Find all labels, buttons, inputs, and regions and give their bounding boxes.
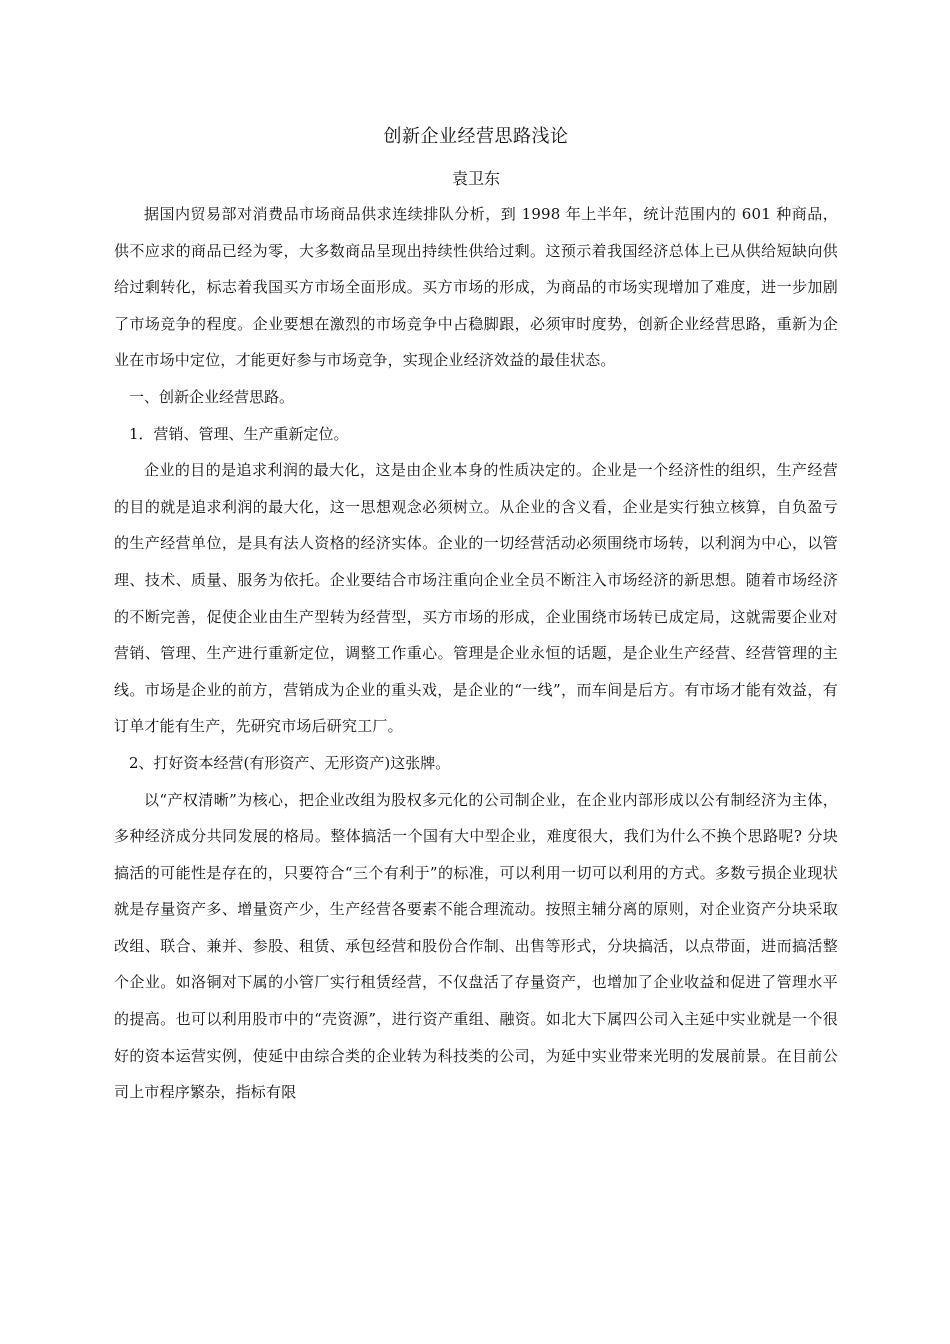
document-author: 袁卫东 — [451, 169, 500, 188]
body-paragraph: 以“产权清晰”为核心，把企业改组为股权多元化的公司制企业，在企业内部形成以公有制经济为主体，多种经济成分共同发展的格局。整体搞活一个国有大中型企业，难度很大，我们为什么不换个思路呢? 分块搞活的可能性是存在的，只要符合“三个有利于”的标准，可以利用一切可以利用的方式。多数亏损企业现状就是存量资产多、增量资产少，生产经营各要素不能合理流动。按照主辅分离的原则，对企业资产分块采取改组、联合、兼并、参股、租赁、承包经营和股份合作制、出售等形式，分块搞活，以点带面，进而搞活整个企业。如洛铜对下属的小管厂实行租赁经营，不仅盘活了存量资产，也增加了企业收益和促进了管理水平的提高。也可以利用股市中的“壳资源”，进行资产重组、融资。如北大下属四公司入主延中实业就是一个很好的资本运营实例，使延中由综合类的企业转为科技类的公司，为延中实业带来光明的发展前景。在目前公司上市程序繁杂，指标有限 — [114, 790, 838, 1102]
document-title: 创新企业经营思路浅论 — [383, 126, 569, 147]
section-heading: 一、创新企业经营思路。 — [129, 387, 295, 406]
document-body — [114, 196, 838, 1111]
section-heading: 1．营销、管理、生产重新定位。 — [129, 424, 349, 443]
body-paragraph: 企业的目的是追求利润的最大化，这是由企业本身的性质决定的。企业是一个经济性的组织，生产经营的目的就是追求利润的最大化，这一思想观念必须树立。从企业的含义看，企业是实行独立核算，自负盈亏的生产经营单位，是具有法人资格的经济实体。企业的一切经营活动必须围绕市场转，以利润为中心，以管理、技术、质量、服务为依托。企业要结合市场注重向企业全员不断注入市场经济的新思想。随着市场经济的不断完善，促使企业由生产型转为经营型，买方市场的形成，企业围绕市场转已成定局，这就需要企业对营销、管理、生产进行重新定位，调整工作重心。管理是企业永恒的话题，是企业生产经营、经营管理的主线。市场是企业的前方，营销成为企业的重头戏，是企业的“一线”，而车间是后方。有市场才能有效益，有订单才能有生产，先研究市场后研究工厂。 — [114, 461, 838, 736]
body-paragraph: 据国内贸易部对消费品市场商品供求连续排队分析，到 1998 年上半年，统计范围内的 601 种商品，供不应求的商品已经为零，大多数商品呈现出持续性供给过剩。这预示着我国经济总体上已从供给短缺向供给过剩转化，标志着我国买方市场全面形成。买方市场的形成，为商品的市场实现增加了难度，进一步加剧了市场竞争的程度。企业要想在激烈的市场竞争中占稳脚跟，必须审时度势，创新企业经营思路，重新为企业在市场中定位，才能更好参与市场竞争，实现企业经济效益的最佳状态。 — [114, 205, 838, 370]
section-heading: 2、打好资本经营(有形资产、无形资产)这张牌。 — [129, 753, 451, 772]
